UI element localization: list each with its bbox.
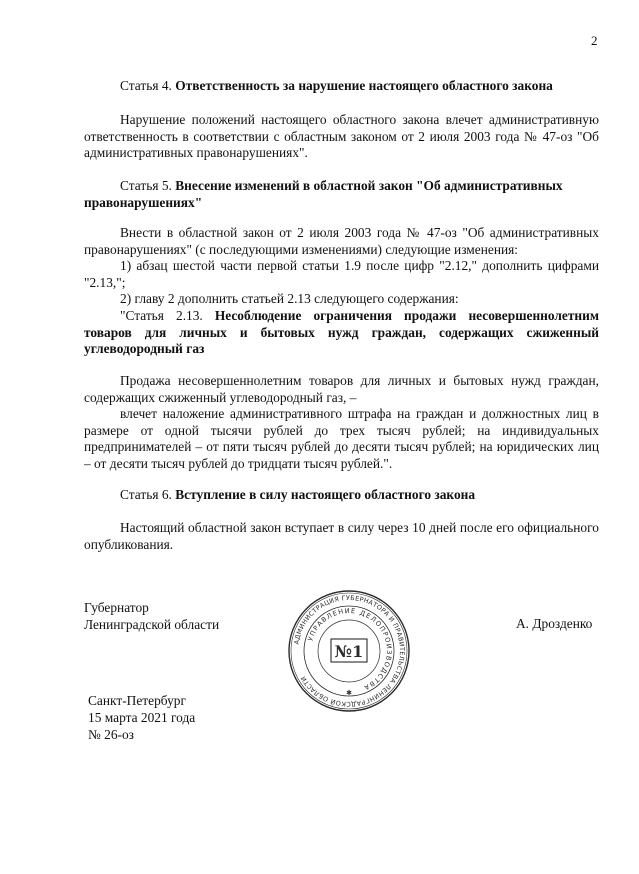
stamp-star-icon: ✱ <box>346 689 352 697</box>
article-6-prefix: Статья 6. <box>120 487 176 502</box>
law-date: 15 марта 2021 года <box>88 710 196 725</box>
article-5-title: Внесение изменений в областной закон "Об административных правонарушениях" <box>84 178 563 210</box>
stamp-inner-text: УПРАВЛЕНИЕ ДЕЛОПРОИЗВОДСТВА <box>306 606 394 692</box>
signatory-name: А. Дрозденко <box>516 616 593 631</box>
article-6-text: Настоящий областной закон вступает в силу через 10 дней после его официального опубликования. <box>84 520 599 552</box>
new-article-title: Несоблюдение ограничения продажи несовершеннолетним товаров для личных и бытовых нужд граждан, содержащих сжиженный углеводородный газ <box>84 307 599 357</box>
article-5-intro: Внести в областной закон от 2 июля 2003 года № 47-оз "Об административных правонарушениях" (с последующими изменениями) следующие изменения: <box>84 225 599 257</box>
article-6-heading <box>84 487 599 504</box>
article-4-body <box>84 112 599 162</box>
stamp-outer-text: АДМИНИСТРАЦИЯ ГУБЕРНАТОРА И ПРАВИТЕЛЬСТВА ЛЕНИНГРАДСКОЙ ОБЛАСТИ <box>292 593 407 709</box>
stamp-center-number: №1 <box>334 642 364 661</box>
article-6-title: Вступление в силу настоящего областного закона <box>175 487 476 502</box>
place-date-number <box>88 692 195 743</box>
article-5-item-2: 2) главу 2 дополнить статьей 2.13 следующего содержания: <box>120 291 459 307</box>
article-4-prefix: Статья 4. <box>120 78 176 93</box>
article-4-text: Нарушение положений настоящего областного закона влечет административную ответственность в соответствии с областным законом от 2 июля 2003 года № 47-оз "Об административных правонарушениях". <box>84 112 599 161</box>
article-4-title: Ответственность за нарушение настоящего областного закона <box>175 78 553 93</box>
signatory-position-line-1: Губернатор <box>84 600 149 615</box>
new-article-prefix: "Статья 2.13. <box>120 307 215 323</box>
new-article-body <box>84 373 599 473</box>
signatory-position-line-2: Ленинградской области <box>84 617 220 632</box>
official-stamp-seal <box>287 589 411 713</box>
article-6-body <box>84 520 599 553</box>
signatory-position <box>84 599 219 633</box>
law-number: № 26-оз <box>88 727 134 742</box>
article-5-heading <box>84 178 599 211</box>
page-number: 2 <box>591 33 598 48</box>
new-article-body-2: влечет наложение административного штрафа на граждан и должностных лиц в размере от одной тысячи рублей до трех тысяч рублей; на индивидуальных предпринимателей – от пяти тысяч рублей до десяти тысяч рублей; на юридических лиц – от десяти тысяч рублей до тридцати тысяч рублей.". <box>84 406 599 471</box>
article-5-item-1: 1) абзац шестой части первой статьи 1.9 после цифр "2.12," дополнить цифрами "2.13,"; <box>84 258 599 290</box>
place-city: Санкт-Петербург <box>88 693 186 708</box>
article-5-body <box>84 225 599 358</box>
new-article-body-1: Продажа несовершеннолетним товаров для личных и бытовых нужд граждан, содержащих сжиженный углеводородный газ, – <box>84 373 599 405</box>
article-5-prefix: Статья 5. <box>120 178 176 193</box>
article-4-heading <box>84 78 599 95</box>
